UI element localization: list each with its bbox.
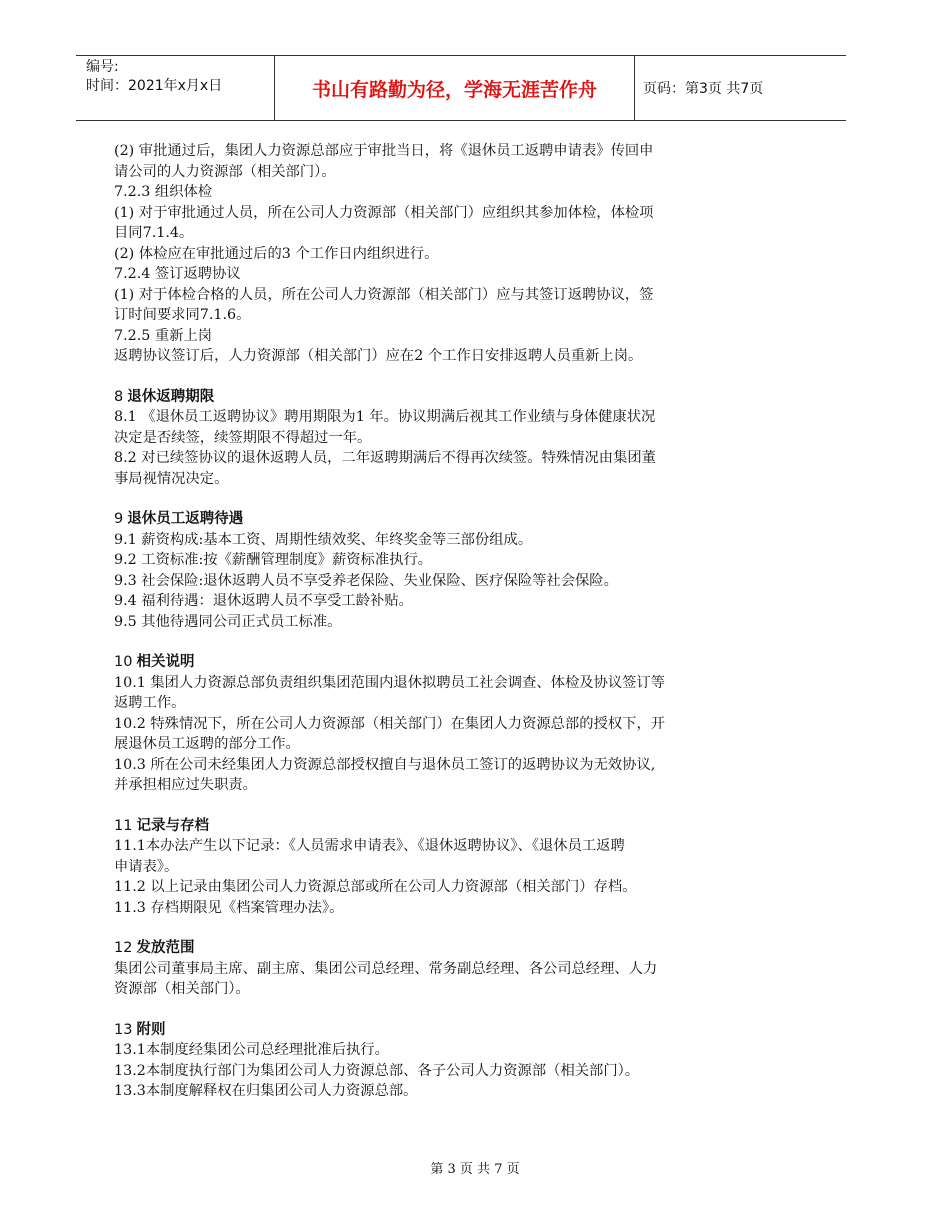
section-title: 记录与存档 bbox=[136, 817, 209, 834]
body-line: 11.3 存档期限见《档案管理办法》。 bbox=[114, 899, 344, 916]
section-heading-13 bbox=[114, 1020, 809, 1041]
section-number: 8 bbox=[114, 388, 124, 405]
section-number: 9 bbox=[114, 511, 124, 527]
body-line: (1) 对于体检合格的人员，所在公司人力资源部（相关部门）应与其签订返聘协议，签 bbox=[114, 286, 654, 303]
subsection-heading: 7.2.4 签订返聘协议 bbox=[114, 266, 241, 282]
body-line: 10.3 所在公司未经集团人力资源总部授权擅自与退休员工签订的返聘协议为无效协议, bbox=[114, 756, 656, 773]
page-footer: 第 3 页 共 7 页 bbox=[430, 1162, 520, 1177]
body-line: 11.2 以上记录由集团公司人力资源总部或所在公司人力资源部（相关部门）存档。 bbox=[114, 879, 637, 895]
body-line: (2) 体检应在审批通过后的3 个工作日内组织进行。 bbox=[114, 245, 439, 262]
body-line: 10.1 集团人力资源总部负责组织集团范围内退休拟聘员工社会调查、体检及协议签订等 bbox=[114, 674, 666, 691]
document-number-label: 编号: bbox=[86, 59, 119, 75]
body-line: 11.1本办法产生以下记录：《人员需求申请表》、《退休返聘协议》、《退休员工返聘 bbox=[114, 838, 625, 854]
body-line: 展退休员工返聘的部分工作。 bbox=[114, 736, 300, 752]
section-heading-8 bbox=[114, 387, 809, 408]
section-heading-11 bbox=[114, 816, 809, 837]
body-line: 目同7.1.4。 bbox=[114, 225, 194, 241]
body-line: 8.1 《退休员工返聘协议》聘用期限为1 年。协议期满后视其工作业绩与身体健康状况 bbox=[114, 409, 656, 425]
body-line: (1) 对于审批通过人员，所在公司人力资源部（相关部门）应组织其参加体检，体检项 bbox=[114, 204, 654, 221]
body-line: 13.2本制度执行部门为集团公司人力资源总部、各子公司人力资源部（相关部门）。 bbox=[114, 1062, 640, 1079]
body-line: 9.1 薪资构成:基本工资、周期性绩效奖、年终奖金等三部份组成。 bbox=[114, 531, 533, 548]
body-line: 9.4 福利待遇：退休返聘人员不享受工龄补贴。 bbox=[114, 593, 413, 609]
body-line: 请公司的人力资源部（相关部门）。 bbox=[114, 163, 336, 180]
body-line: 决定是否续签，续签期限不得超过一年。 bbox=[114, 429, 372, 446]
section-number: 11 bbox=[114, 817, 133, 834]
section-heading-10 bbox=[114, 652, 809, 673]
body-line: 返聘协议签订后，人力资源部（相关部门）应在2 个工作日安排返聘人员重新上岗。 bbox=[114, 348, 643, 364]
body-line: 集团公司董事局主席、副主席、集团公司总经理、常务副总经理、各公司总经理、人力 bbox=[114, 960, 658, 977]
section-title: 相关说明 bbox=[136, 654, 195, 670]
body-line: (2) 审批通过后，集团人力资源总部应于审批当日，将《退休员工返聘申请表》传回申 bbox=[114, 143, 654, 159]
document-time: 时间：2021年x月x日 bbox=[86, 78, 223, 94]
section-title: 发放范围 bbox=[136, 940, 195, 956]
body-line: 事局视情况决定。 bbox=[114, 470, 229, 487]
section-number: 12 bbox=[114, 940, 133, 956]
subsection-heading: 7.2.5 重新上岗 bbox=[114, 327, 213, 344]
header-meta bbox=[76, 56, 275, 120]
section-title: 退休返聘期限 bbox=[127, 388, 215, 405]
body-line: 10.2 特殊情况下，所在公司人力资源部（相关部门）在集团人力资源总部的授权下，开 bbox=[114, 715, 666, 732]
body-line: 返聘工作。 bbox=[114, 695, 186, 711]
body-line: 13.3本制度解释权在归集团公司人力资源总部。 bbox=[114, 1083, 418, 1099]
body-line: 资源部（相关部门）。 bbox=[114, 981, 250, 997]
section-title: 附则 bbox=[136, 1021, 166, 1038]
body-line: 13.1本制度经集团公司总经理批准后执行。 bbox=[114, 1042, 389, 1058]
body-line: 并承担相应过失职责。 bbox=[114, 777, 257, 793]
body-line: 9.3 社会保险:退休返聘人员不享受养老保险、失业保险、医疗保险等社会保险。 bbox=[114, 572, 618, 589]
page-header bbox=[76, 55, 846, 121]
section-number: 10 bbox=[114, 654, 133, 670]
document-body bbox=[114, 141, 809, 1102]
body-line: 8.2 对已续签协议的退休返聘人员，二年返聘期满后不得再次续签。特殊情况由集团董 bbox=[114, 450, 656, 466]
section-number: 13 bbox=[114, 1021, 133, 1038]
header-page-info: 页码：第3页 共7页 bbox=[643, 81, 764, 97]
section-heading-9 bbox=[114, 509, 809, 530]
body-line: 订时间要求同7.1.6。 bbox=[114, 307, 251, 323]
section-heading-12 bbox=[114, 938, 809, 959]
body-line: 9.5 其他待遇同公司正式员工标准。 bbox=[114, 613, 342, 630]
header-motto: 书山有路勤为径，学海无涯苦作舟 bbox=[275, 56, 635, 120]
subsection-heading: 7.2.3 组织体检 bbox=[114, 184, 213, 200]
body-line: 申请表》。 bbox=[114, 858, 179, 875]
body-line: 9.2 工资标准:按《薪酬管理制度》薪资标准执行。 bbox=[114, 552, 433, 568]
section-title: 退休员工返聘待遇 bbox=[127, 511, 244, 527]
